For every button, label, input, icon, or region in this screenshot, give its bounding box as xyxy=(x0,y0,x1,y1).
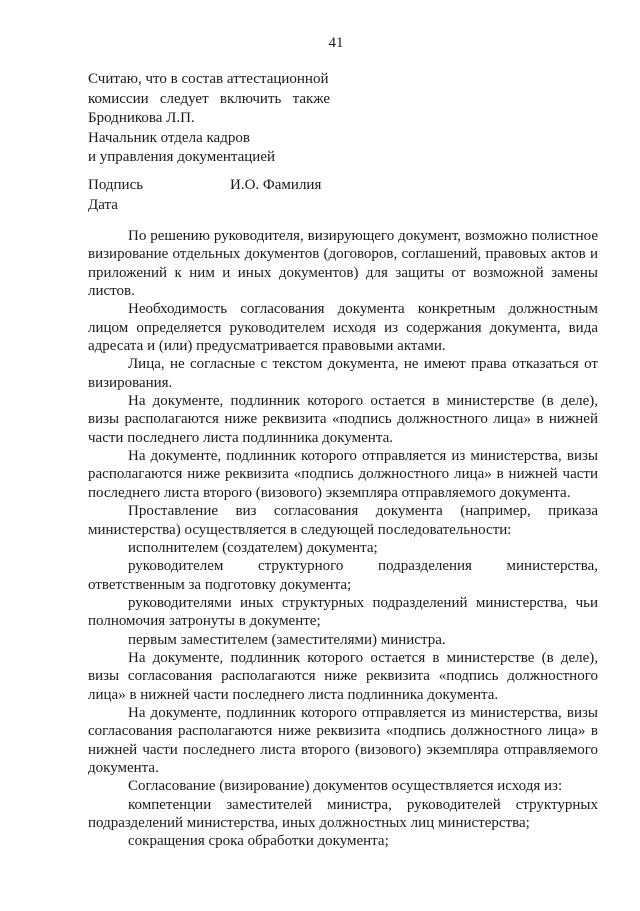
paragraph: Лица, не согласные с текстом документа, не имеют права отказаться от визирования. xyxy=(88,356,598,391)
paragraph: Проставление виз согласования документа (например, приказа министерства) осуществляется в следующей последовательности: xyxy=(88,503,598,538)
resolution-line: комиссии следует включить также xyxy=(88,90,331,107)
resolution-line: Начальник отдела кадров xyxy=(88,129,250,146)
paragraph: По решению руководителя, визирующего документ, возможно полистное визирование отдельных документов (договоров, соглашений, правовых актов и приложений к ним и иных документов) для защиты от возможной замены листов. xyxy=(88,228,598,300)
paragraph: На документе, подлинник которого отправляется из министерства, визы располагаются ниже реквизита «подпись должностного лица» в нижней части последнего листа второго (визового) экземпляра отправляемого документа. xyxy=(88,448,598,501)
paragraph: Необходимость согласования документа конкретным должностным лицом определяется руководителем исходя из содержания документа, вида адресата и (или) предусматривается правовыми актами. xyxy=(88,301,598,355)
signature-block xyxy=(88,176,388,215)
paragraph: первым заместителем (заместителями) министра. xyxy=(128,631,446,648)
paragraph: Согласование (визирование) документов осуществляется исходя из: xyxy=(128,778,563,795)
resolution-line: и управления документацией xyxy=(88,149,276,165)
paragraph: На документе, подлинник которого остается в министерстве (в деле), визы согласования располагаются ниже реквизита «подпись должностного лица» в нижней части последнего листа подлинника документа. xyxy=(88,649,598,703)
resolution-note xyxy=(88,70,348,168)
paragraph: руководителями иных структурных подразделений министерства, чьи полномочия затронуты в документе; xyxy=(88,594,598,630)
paragraph: компетенции заместителей министра, руководителей структурных подразделений министерства, иных должностных лиц министерства; xyxy=(88,796,598,831)
page-number: 41 xyxy=(328,35,344,51)
signatory-name: И.О. Фамилия xyxy=(230,177,322,193)
paragraph: На документе, подлинник которого остается в министерстве (в деле), визы располагаются ниже реквизита «подпись должностного лица» в нижней части последнего листа подлинника документа. xyxy=(88,393,598,446)
document-body xyxy=(88,227,598,851)
paragraph: исполнителем (создателем) документа; xyxy=(128,539,378,556)
paragraph: руководителем структурного подразделения министерства, ответственным за подготовку документа; xyxy=(88,558,598,593)
date-label: Дата xyxy=(88,196,118,213)
paragraph: сокращения срока обработки документа; xyxy=(128,833,389,850)
resolution-line: Считаю, что в состав аттестационной xyxy=(88,71,329,87)
paragraph: На документе, подлинник которого отправляется из министерства, визы согласования располагаются ниже реквизита «подпись должностного лица» в нижней части последнего листа второго (визового) экземпляра отправляемого документа. xyxy=(88,704,598,776)
signature-label: Подпись xyxy=(88,177,144,193)
resolution-line: Бродникова Л.П. xyxy=(88,110,195,126)
